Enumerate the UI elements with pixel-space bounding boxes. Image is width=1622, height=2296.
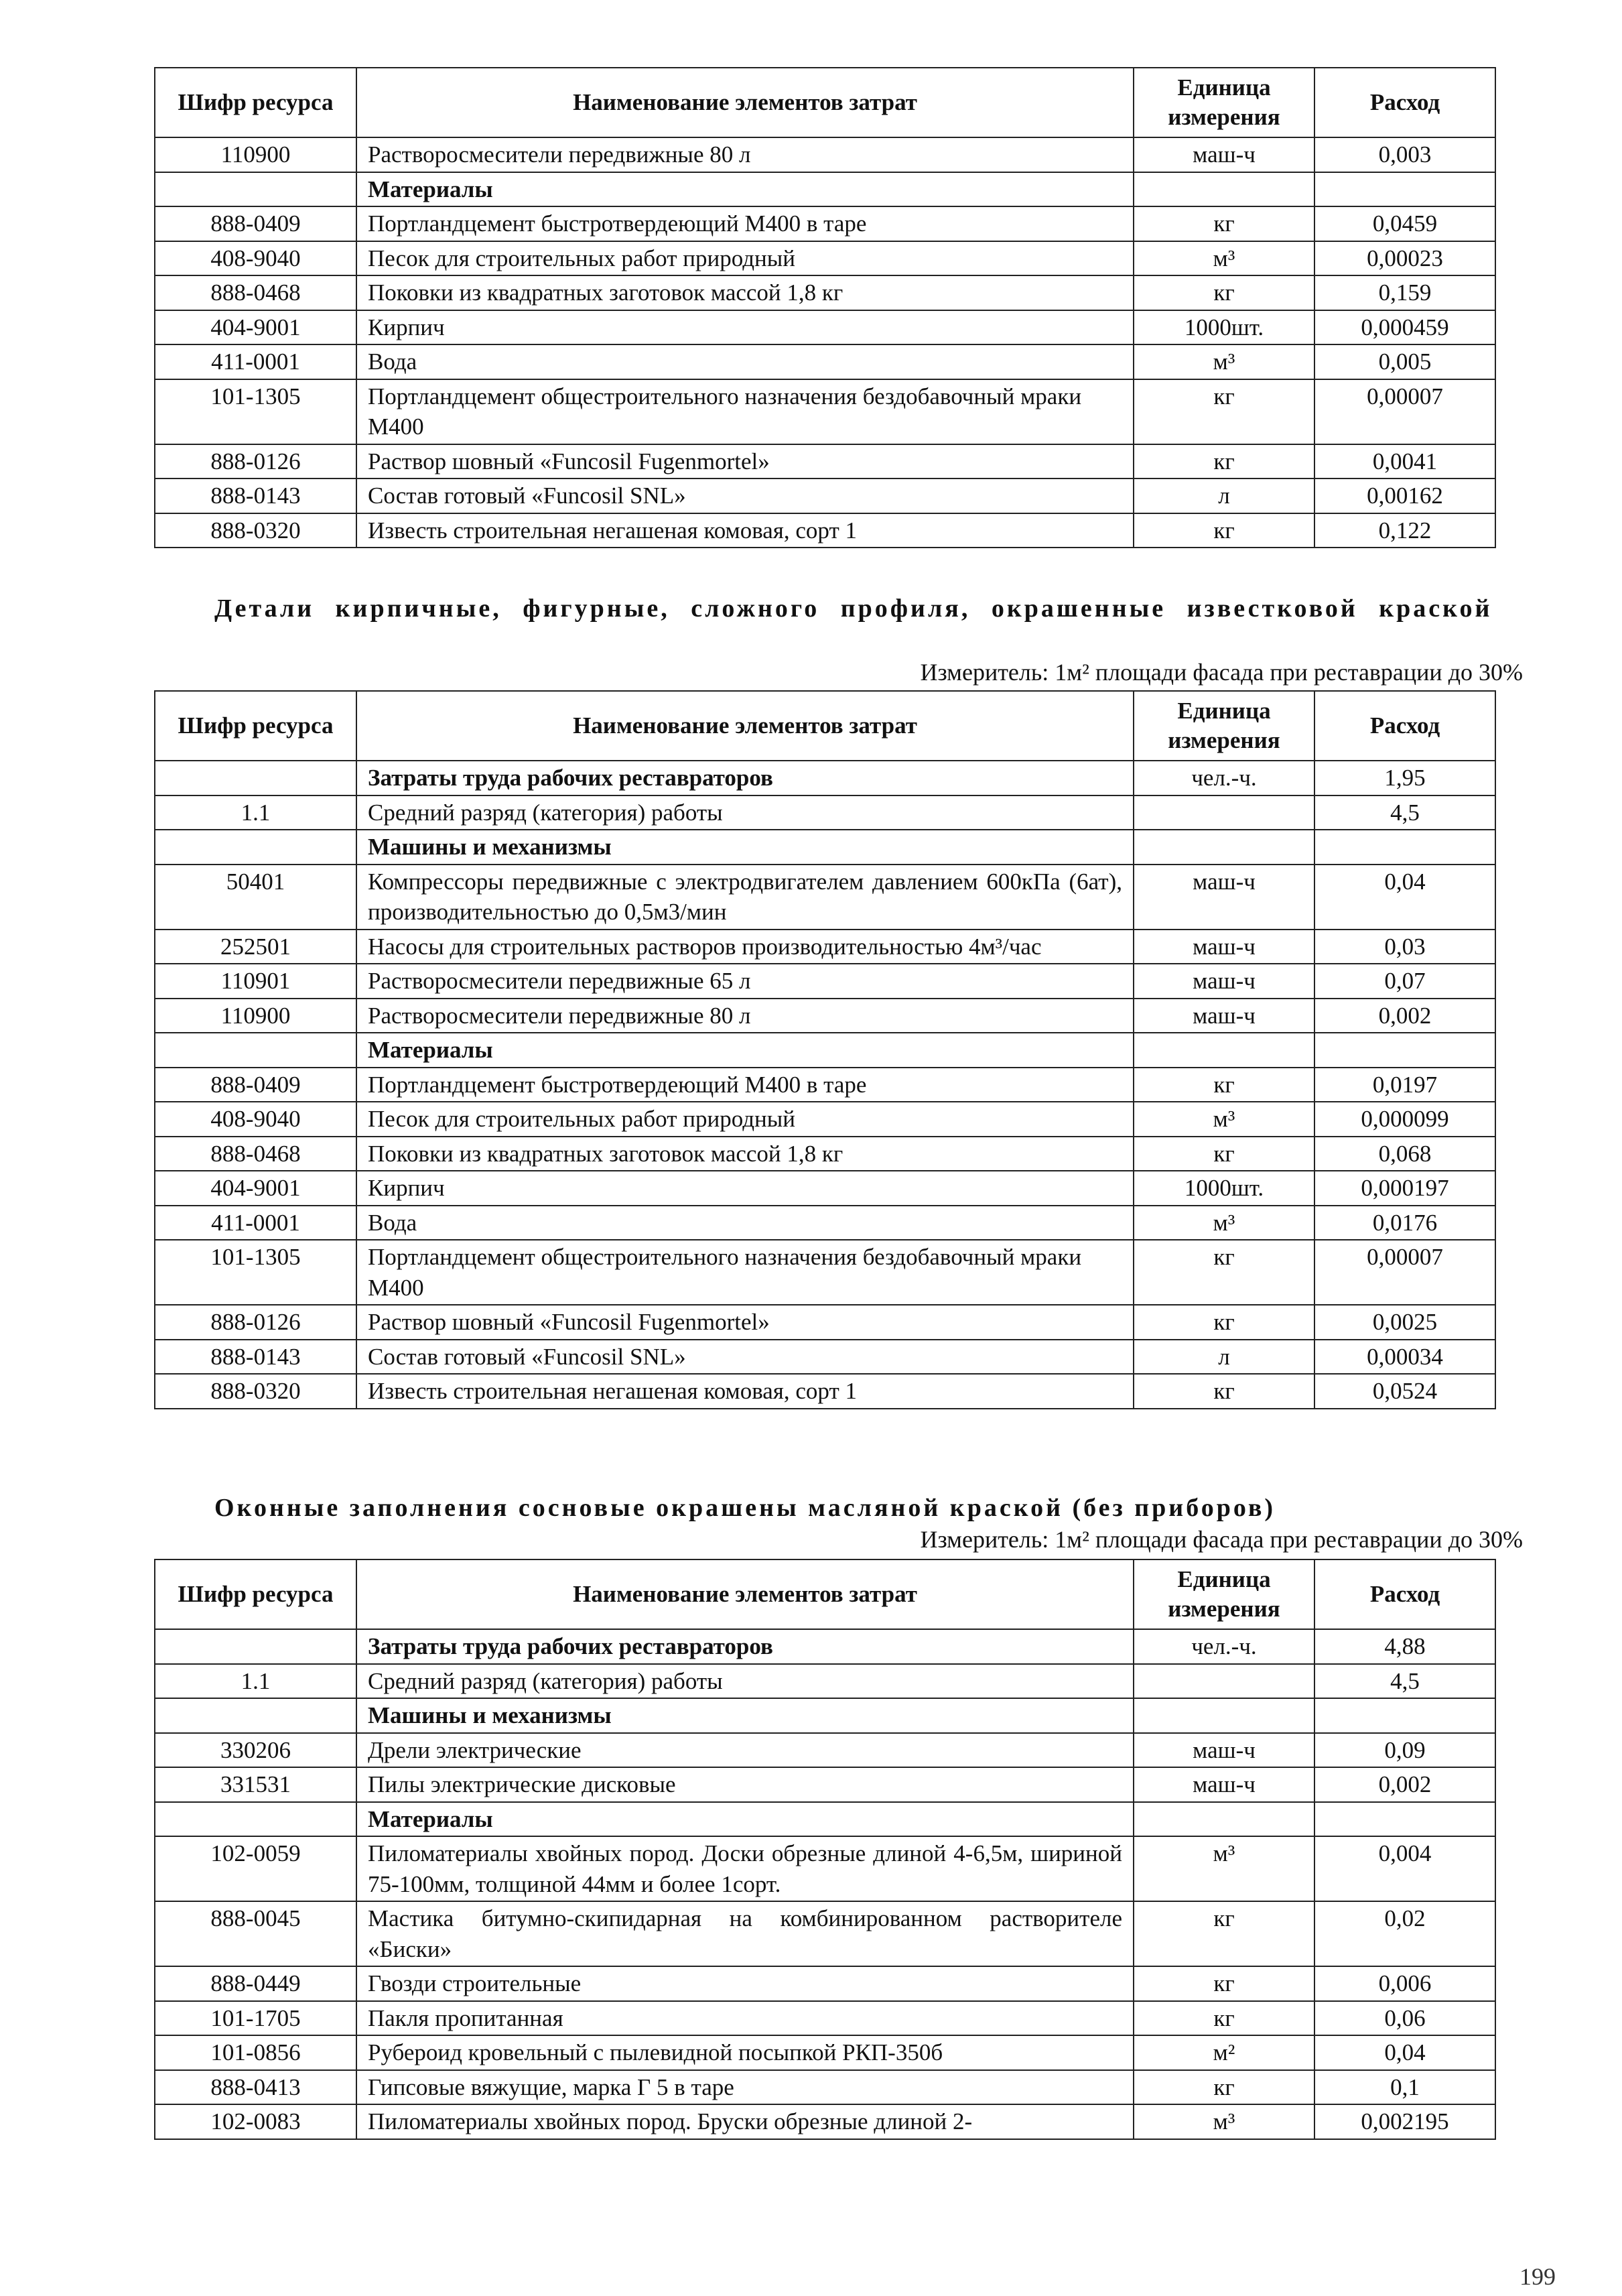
cell-code: 110901 [155, 964, 356, 999]
cell-unit: м³ [1134, 2104, 1314, 2139]
header-unit: Единица измерения [1134, 1559, 1314, 1629]
cell-code: 888-0468 [155, 1137, 356, 1171]
cell-unit: м³ [1134, 1102, 1314, 1137]
table-header-row [155, 1559, 1495, 1629]
cell-unit [1134, 795, 1314, 830]
cell-name: Кирпич [356, 1171, 1134, 1206]
cell-code: 110900 [155, 137, 356, 172]
cell-unit: кг [1134, 206, 1314, 241]
cell-rate: 0,005 [1314, 344, 1495, 379]
table-row [155, 1305, 1495, 1340]
table-row [155, 513, 1495, 548]
cell-code [155, 1698, 356, 1733]
cell-name: Машины и механизмы [356, 830, 1134, 865]
page-number: 199 [1519, 2263, 1556, 2290]
cell-rate: 0,000197 [1314, 1171, 1495, 1206]
cell-unit: маш-ч [1134, 1733, 1314, 1768]
cell-code: 888-0143 [155, 479, 356, 513]
cell-name: Кирпич [356, 310, 1134, 345]
cell-name: Вода [356, 344, 1134, 379]
cell-rate: 0,1 [1314, 2070, 1495, 2105]
table-row [155, 241, 1495, 276]
cell-rate: 4,5 [1314, 1664, 1495, 1699]
cell-name: Насосы для строительных растворов производительностью 4м³/час [356, 930, 1134, 964]
table-row [155, 310, 1495, 345]
cell-unit: кг [1134, 1137, 1314, 1171]
cell-name: Пиломатериалы хвойных пород. Доски обрезные длиной 4-6,5м, шириной 75-100мм, толщиной 44мм и более 1сорт. [356, 1836, 1134, 1901]
cell-name: Раствор шовный «Funcosil Fugenmortel» [356, 444, 1134, 479]
table-row [155, 379, 1495, 444]
cell-name: Растворосмесители передвижные 80 л [356, 999, 1134, 1033]
cell-code: 102-0083 [155, 2104, 356, 2139]
section-row [155, 1629, 1495, 1664]
cell-code: 1.1 [155, 1664, 356, 1699]
cell-code: 110900 [155, 999, 356, 1033]
cell-unit: м² [1134, 2035, 1314, 2070]
cell-unit [1134, 1664, 1314, 1699]
cell-unit [1134, 1802, 1314, 1837]
header-code: Шифр ресурса [155, 68, 356, 137]
cell-rate: 0,159 [1314, 275, 1495, 310]
cell-unit [1134, 1698, 1314, 1733]
cell-code: 888-0320 [155, 513, 356, 548]
table-row [155, 2104, 1495, 2139]
cell-rate: 0,0524 [1314, 1374, 1495, 1409]
cell-unit: м³ [1134, 1836, 1314, 1901]
cell-name: Пиломатериалы хвойных пород. Бруски обрезные длиной 2- [356, 2104, 1134, 2139]
cell-code: 101-1705 [155, 2001, 356, 2036]
cell-unit [1134, 172, 1314, 207]
table-row [155, 865, 1495, 930]
table-row [155, 1901, 1495, 1966]
table-row [155, 795, 1495, 830]
table-row [155, 2035, 1495, 2070]
cell-name: Компрессоры передвижные с электродвигателем давлением 600кПа (6ат), производительностью до 0,5м3/мин [356, 865, 1134, 930]
table-row [155, 964, 1495, 999]
cell-code: 888-0320 [155, 1374, 356, 1409]
cell-code: 888-0126 [155, 444, 356, 479]
cell-rate: 0,04 [1314, 865, 1495, 930]
cell-code: 888-0143 [155, 1340, 356, 1375]
table-row [155, 1836, 1495, 1901]
cell-code: 404-9001 [155, 1171, 356, 1206]
cell-name: Песок для строительных работ природный [356, 241, 1134, 276]
table-row [155, 137, 1495, 172]
cell-code: 888-0409 [155, 206, 356, 241]
cell-name: Материалы [356, 172, 1134, 207]
cell-rate: 0,004 [1314, 1836, 1495, 1901]
cell-code: 408-9040 [155, 241, 356, 276]
table-row [155, 1340, 1495, 1375]
cell-rate: 4,88 [1314, 1629, 1495, 1664]
cell-name: Гвозди строительные [356, 1966, 1134, 2001]
cell-code [155, 761, 356, 795]
cell-rate: 0,06 [1314, 2001, 1495, 2036]
cell-rate: 0,00162 [1314, 479, 1495, 513]
cell-unit: кг [1134, 275, 1314, 310]
cell-code: 888-0413 [155, 2070, 356, 2105]
table-row [155, 444, 1495, 479]
table-row [155, 1171, 1495, 1206]
header-rate: Расход [1314, 68, 1495, 137]
table-row [155, 1767, 1495, 1802]
table-row [155, 1068, 1495, 1102]
cell-unit: кг [1134, 2070, 1314, 2105]
cell-code: 331531 [155, 1767, 356, 1802]
cell-code: 411-0001 [155, 1206, 356, 1240]
cell-code: 888-0045 [155, 1901, 356, 1966]
cell-unit: чел.-ч. [1134, 761, 1314, 795]
cell-code: 101-1305 [155, 379, 356, 444]
cell-rate: 0,006 [1314, 1966, 1495, 2001]
cell-name: Вода [356, 1206, 1134, 1240]
cell-code: 408-9040 [155, 1102, 356, 1137]
cell-rate: 0,003 [1314, 137, 1495, 172]
section-row [155, 1698, 1495, 1733]
cell-unit: кг [1134, 1068, 1314, 1102]
header-unit: Единица измерения [1134, 691, 1314, 761]
section-row [155, 761, 1495, 795]
table-header-row [155, 68, 1495, 137]
cell-name: Пилы электрические дисковые [356, 1767, 1134, 1802]
cell-unit: м³ [1134, 1206, 1314, 1240]
cell-name: Портландцемент общестроительного назначения бездобавочный мраки М400 [356, 379, 1134, 444]
cell-rate: 0,068 [1314, 1137, 1495, 1171]
cell-unit: л [1134, 479, 1314, 513]
table-row [155, 1374, 1495, 1409]
cell-name: Пакля пропитанная [356, 2001, 1134, 2036]
cell-code [155, 1802, 356, 1837]
cell-unit: м³ [1134, 344, 1314, 379]
table-row [155, 1240, 1495, 1305]
cell-code [155, 830, 356, 865]
header-name: Наименование элементов затрат [356, 68, 1134, 137]
cell-name: Растворосмесители передвижные 80 л [356, 137, 1134, 172]
header-code: Шифр ресурса [155, 691, 356, 761]
section-row [155, 1033, 1495, 1068]
cell-code: 888-0126 [155, 1305, 356, 1340]
cell-rate [1314, 1698, 1495, 1733]
section-row [155, 172, 1495, 207]
cell-name: Средний разряд (категория) работы [356, 1664, 1134, 1699]
cell-unit [1134, 1033, 1314, 1068]
cell-name: Известь строительная негашеная комовая, сорт 1 [356, 1374, 1134, 1409]
cell-name: Раствор шовный «Funcosil Fugenmortel» [356, 1305, 1134, 1340]
cell-name: Известь строительная негашеная комовая, сорт 1 [356, 513, 1134, 548]
cell-name: Рубероид кровельный с пылевидной посыпкой РКП-350б [356, 2035, 1134, 2070]
cell-rate: 4,5 [1314, 795, 1495, 830]
cell-code: 101-1305 [155, 1240, 356, 1305]
cell-name: Затраты труда рабочих реставраторов [356, 1629, 1134, 1664]
cell-rate: 0,002195 [1314, 2104, 1495, 2139]
cell-name: Растворосмесители передвижные 65 л [356, 964, 1134, 999]
cell-unit: кг [1134, 1966, 1314, 2001]
cell-rate [1314, 830, 1495, 865]
table-row [155, 2070, 1495, 2105]
cell-rate: 0,03 [1314, 930, 1495, 964]
section-title-brick-details: Детали кирпичные, фигурные, сложного профиля, окрашенные известковой краской [214, 594, 1493, 623]
table-row [155, 1733, 1495, 1768]
section-row [155, 830, 1495, 865]
cell-rate [1314, 172, 1495, 207]
table-row [155, 1102, 1495, 1137]
table-row [155, 2001, 1495, 2036]
header-unit: Единица измерения [1134, 68, 1314, 137]
cell-code: 252501 [155, 930, 356, 964]
table-row [155, 1664, 1495, 1699]
cell-rate: 0,04 [1314, 2035, 1495, 2070]
cell-unit: кг [1134, 1305, 1314, 1340]
cell-code: 404-9001 [155, 310, 356, 345]
header-name: Наименование элементов затрат [356, 691, 1134, 761]
cell-name: Портландцемент быстротвердеющий М400 в таре [356, 206, 1134, 241]
header-name: Наименование элементов затрат [356, 1559, 1134, 1629]
cell-rate: 0,000099 [1314, 1102, 1495, 1137]
cell-name: Материалы [356, 1802, 1134, 1837]
table-row [155, 275, 1495, 310]
cell-rate: 0,122 [1314, 513, 1495, 548]
resource-table-1 [154, 67, 1496, 548]
cell-rate: 1,95 [1314, 761, 1495, 795]
section-measure-unit: Измеритель: 1м² площади фасада при реставрации до 30% [920, 659, 1523, 686]
cell-name: Материалы [356, 1033, 1134, 1068]
cell-rate [1314, 1033, 1495, 1068]
cell-name: Портландцемент быстротвердеющий М400 в таре [356, 1068, 1134, 1102]
cell-name: Портландцемент общестроительного назначения бездобавочный мраки М400 [356, 1240, 1134, 1305]
cell-name: Состав готовый «Funcosil SNL» [356, 1340, 1134, 1375]
cell-unit: 1000шт. [1134, 1171, 1314, 1206]
table-header-row [155, 691, 1495, 761]
cell-code: 888-0449 [155, 1966, 356, 2001]
cell-unit: кг [1134, 1901, 1314, 1966]
cell-name: Гипсовые вяжущие, марка Г 5 в таре [356, 2070, 1134, 2105]
cell-code: 411-0001 [155, 344, 356, 379]
cell-rate: 0,00023 [1314, 241, 1495, 276]
header-code: Шифр ресурса [155, 1559, 356, 1629]
cell-unit: кг [1134, 1374, 1314, 1409]
cell-code: 101-0856 [155, 2035, 356, 2070]
table-row [155, 344, 1495, 379]
cell-rate: 0,00034 [1314, 1340, 1495, 1375]
cell-name: Состав готовый «Funcosil SNL» [356, 479, 1134, 513]
cell-rate: 0,07 [1314, 964, 1495, 999]
cell-name: Машины и механизмы [356, 1698, 1134, 1733]
cell-rate: 0,000459 [1314, 310, 1495, 345]
cell-rate [1314, 1802, 1495, 1837]
cell-unit: л [1134, 1340, 1314, 1375]
cell-unit: кг [1134, 1240, 1314, 1305]
cell-unit: кг [1134, 379, 1314, 444]
cell-code: 50401 [155, 865, 356, 930]
cell-code: 888-0409 [155, 1068, 356, 1102]
section-title-window-fillings: Оконные заполнения сосновые окрашены масляной краской (без приборов) [214, 1494, 1276, 1522]
resource-table-2 [154, 690, 1496, 1409]
cell-name: Песок для строительных работ природный [356, 1102, 1134, 1137]
cell-code: 102-0059 [155, 1836, 356, 1901]
cell-code: 1.1 [155, 795, 356, 830]
header-rate: Расход [1314, 691, 1495, 761]
cell-unit: маш-ч [1134, 1767, 1314, 1802]
table-row [155, 1137, 1495, 1171]
cell-rate: 0,00007 [1314, 1240, 1495, 1305]
cell-unit: чел.-ч. [1134, 1629, 1314, 1664]
cell-rate: 0,0459 [1314, 206, 1495, 241]
cell-name: Дрели электрические [356, 1733, 1134, 1768]
cell-unit: маш-ч [1134, 999, 1314, 1033]
cell-name: Поковки из квадратных заготовок массой 1,8 кг [356, 1137, 1134, 1171]
cell-code [155, 1629, 356, 1664]
cell-rate: 0,002 [1314, 999, 1495, 1033]
cell-name: Поковки из квадратных заготовок массой 1,8 кг [356, 275, 1134, 310]
table-row [155, 479, 1495, 513]
cell-unit [1134, 830, 1314, 865]
cell-rate: 0,0197 [1314, 1068, 1495, 1102]
cell-rate: 0,002 [1314, 1767, 1495, 1802]
cell-code: 330206 [155, 1733, 356, 1768]
cell-unit: кг [1134, 444, 1314, 479]
cell-name: Средний разряд (категория) работы [356, 795, 1134, 830]
cell-rate: 0,02 [1314, 1901, 1495, 1966]
cell-name: Мастика битумно-скипидарная на комбинированном растворителе «Биски» [356, 1901, 1134, 1966]
cell-rate: 0,09 [1314, 1733, 1495, 1768]
cell-unit: маш-ч [1134, 137, 1314, 172]
table-row [155, 930, 1495, 964]
cell-unit: маш-ч [1134, 865, 1314, 930]
cell-unit: маш-ч [1134, 930, 1314, 964]
table-row [155, 999, 1495, 1033]
cell-unit: 1000шт. [1134, 310, 1314, 345]
header-rate: Расход [1314, 1559, 1495, 1629]
cell-rate: 0,0176 [1314, 1206, 1495, 1240]
table-row [155, 206, 1495, 241]
cell-code [155, 172, 356, 207]
table-row [155, 1206, 1495, 1240]
cell-unit: м³ [1134, 241, 1314, 276]
cell-unit: кг [1134, 2001, 1314, 2036]
cell-rate: 0,0041 [1314, 444, 1495, 479]
section-measure-unit: Измеритель: 1м² площади фасада при реставрации до 30% [920, 1526, 1523, 1553]
cell-code: 888-0468 [155, 275, 356, 310]
section-row [155, 1802, 1495, 1837]
table-row [155, 1966, 1495, 2001]
cell-rate: 0,0025 [1314, 1305, 1495, 1340]
cell-unit: кг [1134, 513, 1314, 548]
resource-table-3 [154, 1559, 1496, 2140]
cell-unit: маш-ч [1134, 964, 1314, 999]
cell-code [155, 1033, 356, 1068]
cell-rate: 0,00007 [1314, 379, 1495, 444]
cell-name: Затраты труда рабочих реставраторов [356, 761, 1134, 795]
